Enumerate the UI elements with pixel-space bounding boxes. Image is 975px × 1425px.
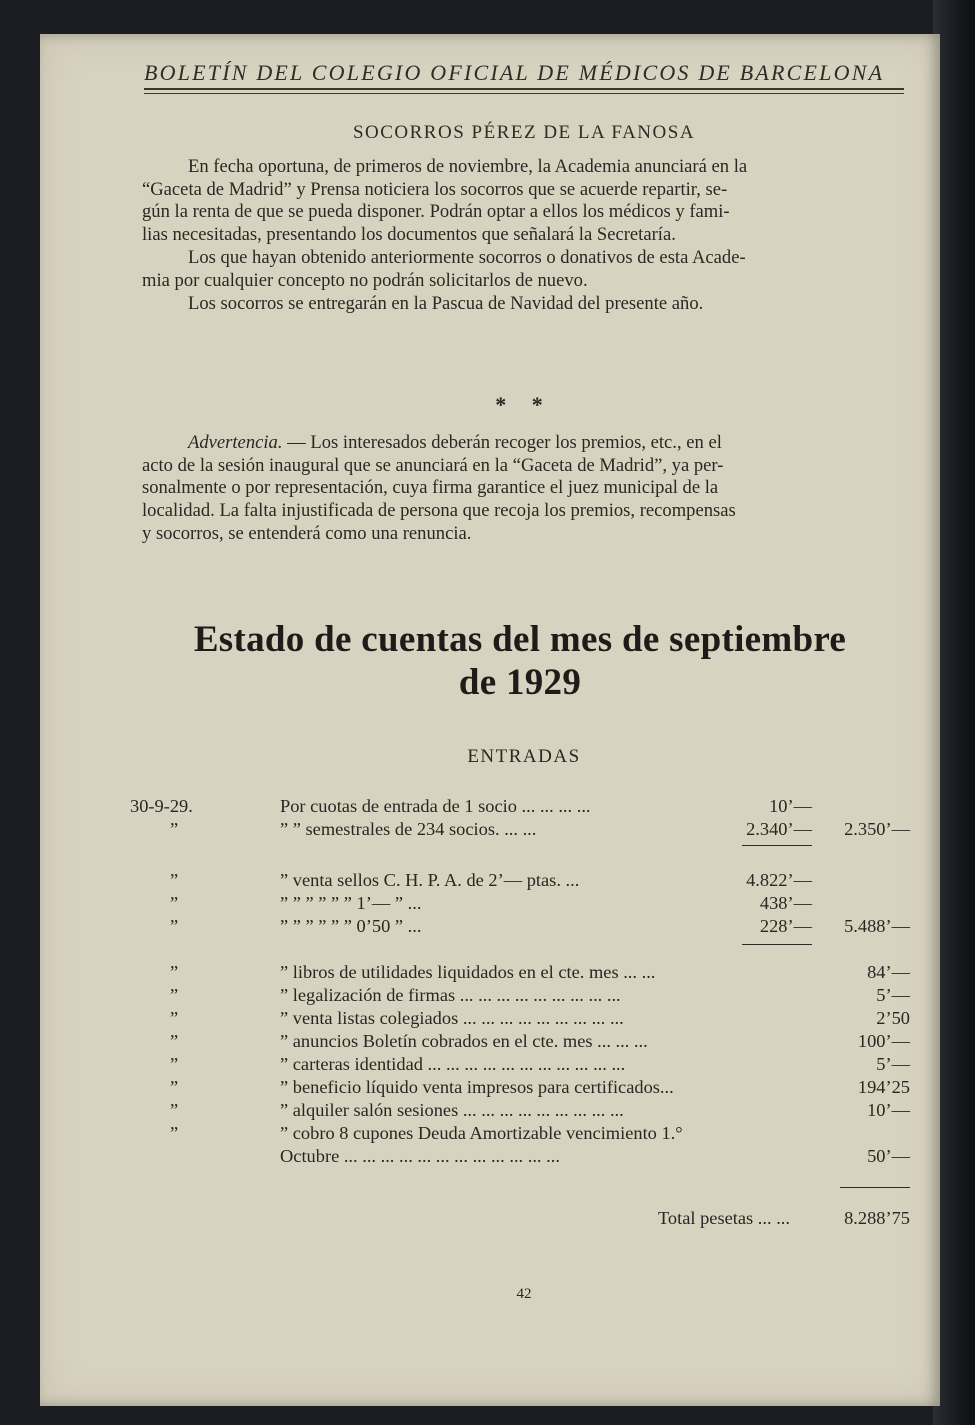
row-date: ” bbox=[170, 819, 179, 839]
row-amount: 228’— bbox=[759, 916, 812, 936]
page-title bbox=[138, 618, 902, 704]
text-line: “Gaceta de Madrid” y Prensa noticiera los socorros que se acuerde repartir, se- bbox=[142, 178, 728, 200]
section-title: SOCORROS PÉREZ DE LA FANOSA bbox=[352, 122, 696, 143]
text-line: sonalmente o por representación, cuya firma garantice el juez municipal de la bbox=[142, 477, 719, 499]
entradas-heading: ENTRADAS bbox=[467, 746, 581, 767]
text-line: localidad. La falta injustificada de persona que recoja los premios, recompensas bbox=[142, 500, 736, 522]
table-row bbox=[130, 916, 910, 940]
row-total: 5’— bbox=[876, 1054, 910, 1074]
paragraph-announcement bbox=[142, 156, 902, 247]
table-row bbox=[130, 1100, 910, 1124]
paragraph-warning bbox=[142, 432, 902, 546]
row-date: ” bbox=[170, 916, 179, 936]
total-row bbox=[130, 1208, 910, 1232]
table-row bbox=[130, 1008, 910, 1032]
text-line: Los socorros se entregarán en la Pascua de Navidad del presente año. bbox=[188, 293, 704, 314]
text-line: En fecha oportuna, de primeros de noviembre, la Academia anunciará en la bbox=[188, 156, 748, 177]
row-date: ” bbox=[170, 870, 179, 890]
row-concept: ” libros de utilidades liquidados en el cte. mes ... ... bbox=[280, 962, 656, 982]
row-concept: ” alquiler salón sesiones ... ... ... ... ... ... ... ... ... bbox=[280, 1100, 624, 1120]
paragraph-restriction bbox=[142, 247, 902, 292]
row-date: ” bbox=[170, 1008, 179, 1028]
row-date: ” bbox=[170, 1100, 179, 1120]
row-total: 2’50 bbox=[876, 1008, 910, 1028]
row-amount: 4.822’— bbox=[746, 870, 812, 890]
table-row bbox=[130, 1077, 910, 1101]
table-row bbox=[130, 819, 910, 843]
row-concept: Por cuotas de entrada de 1 socio ... ... ... ... bbox=[280, 796, 591, 816]
total-value: 8.288’75 bbox=[844, 1208, 910, 1228]
title-line: Estado de cuentas del mes de septiembre bbox=[193, 619, 847, 660]
row-total: 5’— bbox=[876, 985, 910, 1005]
text-line: mia por cualquier concepto no podrán solicitarlos de nuevo. bbox=[142, 269, 588, 291]
row-concept: ” ” semestrales de 234 socios. ... ... bbox=[280, 819, 537, 839]
row-date: 30-9-29. bbox=[130, 796, 193, 816]
total-label: Total pesetas ... ... bbox=[657, 1208, 790, 1228]
row-date: ” bbox=[170, 1123, 179, 1143]
text-line: Los que hayan obtenido anteriormente socorros o donativos de esta Acade- bbox=[188, 247, 746, 268]
row-date: ” bbox=[170, 985, 179, 1005]
sum-rule bbox=[840, 1187, 910, 1188]
text-line bbox=[142, 432, 902, 455]
text-line: y socorros, se entenderá como una renuncia. bbox=[142, 522, 472, 544]
row-concept: ” carteras identidad ... ... ... ... ... ... ... ... ... ... ... bbox=[280, 1054, 626, 1074]
table-row bbox=[130, 962, 910, 986]
table-row bbox=[130, 893, 910, 917]
table-row bbox=[130, 870, 910, 894]
row-concept: ” ” ” ” ” ” 0’50 ” ... bbox=[280, 916, 422, 936]
title-line: de 1929 bbox=[458, 662, 582, 703]
row-date: ” bbox=[170, 893, 179, 913]
row-amount: 10’— bbox=[769, 796, 812, 816]
row-concept: ” beneficio líquido venta impresos para certificados... bbox=[280, 1077, 674, 1097]
row-concept: ” venta sellos C. H. P. A. de 2’— ptas. ... bbox=[280, 870, 580, 890]
section-separator: * * bbox=[495, 392, 553, 417]
row-total: 84’— bbox=[867, 962, 910, 982]
sum-rule bbox=[742, 944, 812, 945]
row-amount: 438’— bbox=[759, 893, 812, 913]
running-head: BOLETÍN DEL COLEGIO OFICIAL DE MÉDICOS DE BARCELONA bbox=[144, 60, 885, 85]
row-concept: ” venta listas colegiados ... ... ... ... ... ... ... ... ... bbox=[280, 1008, 624, 1028]
header-rule bbox=[144, 88, 904, 90]
row-total: 2.350’— bbox=[844, 819, 910, 839]
document-page bbox=[40, 34, 940, 1406]
header-rule-thin bbox=[144, 93, 904, 94]
row-total: 50’— bbox=[867, 1146, 910, 1166]
row-total: 5.488’— bbox=[844, 916, 910, 936]
text-line: gún la renta de que se pueda disponer. Podrán optar a ellos los médicos y fami- bbox=[142, 201, 730, 223]
row-concept: ” cobro 8 cupones Deuda Amortizable vencimiento 1.° bbox=[280, 1123, 683, 1143]
row-date: ” bbox=[170, 1054, 179, 1074]
row-date: ” bbox=[170, 1077, 179, 1097]
paragraph-delivery bbox=[142, 293, 902, 316]
row-date: ” bbox=[170, 1031, 179, 1051]
table-row bbox=[130, 1123, 910, 1147]
row-total: 100’— bbox=[857, 1031, 910, 1051]
table-row bbox=[130, 985, 910, 1009]
row-date: ” bbox=[170, 962, 179, 982]
table-row bbox=[130, 1146, 910, 1170]
table-row bbox=[130, 1031, 910, 1055]
row-amount: 2.340’— bbox=[746, 819, 812, 839]
page-number: 42 bbox=[516, 1286, 532, 1302]
warning-label: Advertencia. bbox=[188, 432, 283, 453]
row-total: 10’— bbox=[867, 1100, 910, 1120]
sum-rule bbox=[742, 845, 812, 846]
table-row bbox=[130, 1054, 910, 1078]
text-line: lias necesitadas, presentando los documentos que señalará la Secretaría. bbox=[142, 224, 676, 246]
row-concept: ” legalización de firmas ... ... ... ... ... ... ... ... ... bbox=[280, 985, 621, 1005]
row-total: 194’25 bbox=[857, 1077, 910, 1097]
row-concept: ” ” ” ” ” ” 1’— ” ... bbox=[280, 893, 422, 913]
text-line: acto de la sesión inaugural que se anunciará en la “Gaceta de Madrid”, ya per- bbox=[142, 454, 724, 476]
table-row bbox=[130, 796, 910, 820]
row-concept: ” anuncios Boletín cobrados en el cte. mes ... ... ... bbox=[280, 1031, 648, 1051]
warning-text: — Los interesados deberán recoger los premios, etc., en el bbox=[282, 432, 722, 453]
row-concept: Octubre ... ... ... ... ... ... ... ... ... ... ... ... bbox=[280, 1146, 560, 1166]
